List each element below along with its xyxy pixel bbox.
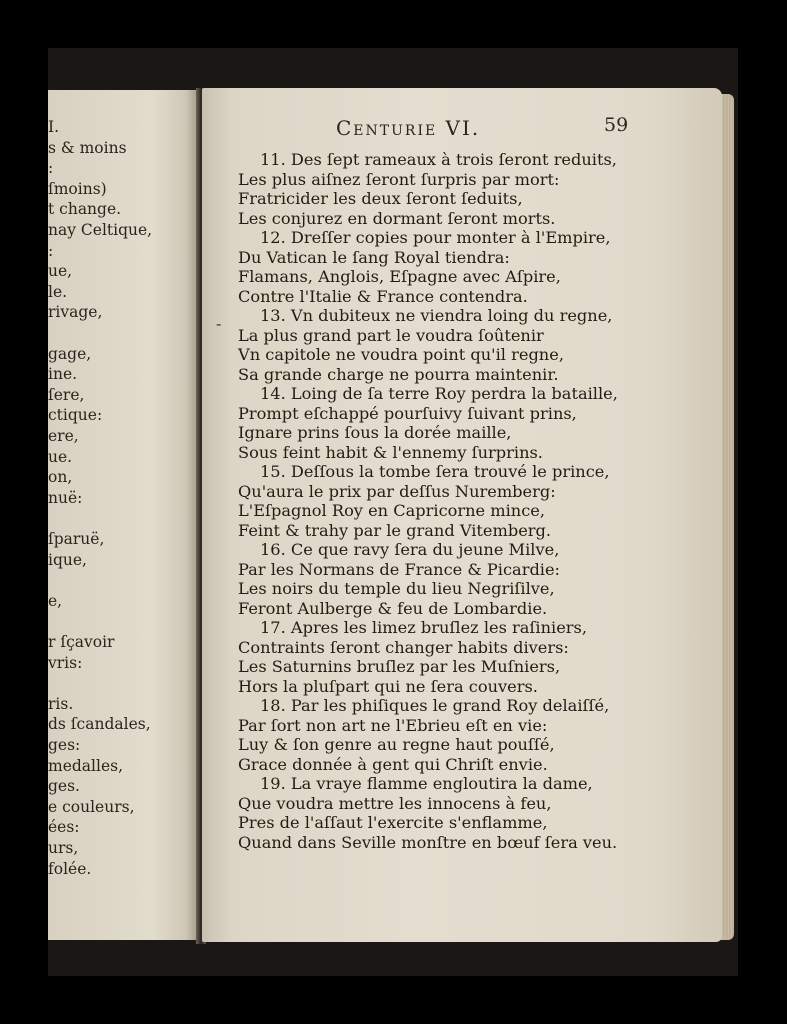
verse-first-line: 14. Loing de ſa terre Roy perdra la bataille,	[260, 384, 618, 403]
verse-line: Feront Aulberge & feu de Lombardie.	[238, 598, 548, 618]
book-photograph	[48, 48, 738, 976]
verse-first-line: 18. Par les phiſiques le grand Roy delaiſſé,	[260, 696, 610, 715]
verse-first-line: 11. Des ſept rameaux à trois ſeront reduits,	[260, 150, 617, 169]
verse-first-line: 16. Ce que ravy ſera du jeune Milve,	[260, 540, 560, 559]
left-page-line: e couleurs,	[48, 797, 135, 816]
left-page-line: ine.	[48, 365, 78, 384]
left-page-line: le.	[48, 282, 68, 301]
left-page-line: ue.	[48, 447, 73, 466]
verse-line: Contraints ſeront changer habits divers:	[238, 637, 569, 657]
verse-line: Ignare prins ſous la dorée maille,	[238, 423, 512, 442]
left-page-line: t change.	[48, 200, 122, 219]
left-page-line: r ſçavoir	[48, 633, 115, 651]
verse-line: Les noirs du temple du lieu Negriſilve,	[238, 579, 555, 598]
left-page-line: nuë:	[48, 488, 83, 507]
left-page-line: folée.	[48, 859, 92, 878]
verse-line: Feint & trahy par le grand Vitemberg.	[238, 520, 552, 540]
left-page-line: ges.	[48, 777, 80, 796]
left-page-line: ées:	[48, 818, 80, 837]
verse-first-line: 17. Apres les limez bruſlez les raſiniers,	[260, 618, 587, 637]
verse-line: Grace donnée à gent qui Chriſt envie.	[238, 754, 548, 774]
verse-first-line: 13. Vn dubiteux ne viendra loing du regne,	[260, 306, 613, 325]
verse-line: Prompt eſchappé pourſuivy ſuivant prins,	[238, 403, 577, 423]
left-page-line: ſmoins)	[48, 179, 107, 198]
verse-line: Qu'aura le prix par deſſus Nuremberg:	[238, 481, 556, 501]
verse-line: Les Saturnins bruſlez par les Muſniers,	[238, 657, 561, 676]
left-page-line: rivage,	[48, 303, 103, 322]
verse-line: Par ſort non art ne l'Ebrieu eſt en vie:	[238, 715, 548, 735]
left-page-line: gage,	[48, 344, 92, 363]
verse-line: Sa grande charge ne pourra maintenir.	[238, 364, 559, 384]
left-page-line: on,	[48, 468, 73, 487]
verse-line: Contre l'Italie & France contendra.	[238, 286, 528, 306]
left-page-line: :	[48, 159, 54, 178]
left-page	[48, 90, 198, 940]
verse-line: Les conjurez en dormant ſeront morts.	[238, 208, 556, 228]
left-page-line: medalles,	[48, 756, 124, 775]
left-page-line: s & moins	[48, 138, 127, 157]
left-page-line: e,	[48, 591, 63, 610]
left-page-line: ue,	[48, 262, 73, 281]
left-page-line: ctique:	[48, 406, 103, 425]
left-page-line: ſere,	[48, 385, 85, 404]
verse-line: Quand dans Seville monſtre en bœuf ſera veu.	[238, 832, 618, 852]
left-page-line: ds ſcandales,	[48, 715, 151, 734]
verse-line: Hors la pluſpart qui ne ſera couvers.	[238, 676, 538, 696]
verse-line: Fratricider les deux ſeront ſeduits,	[238, 189, 523, 208]
verse-first-line: 12. Dreſſer copies pour monter à l'Empire,	[260, 228, 611, 247]
verse-line: Pres de l'aſſaut l'exercite s'enflamme,	[238, 813, 548, 832]
left-page-line: nay Celtique,	[48, 221, 153, 239]
left-page-line: urs,	[48, 839, 79, 857]
right-page	[202, 88, 722, 942]
left-page-line: vris:	[48, 653, 83, 672]
left-page-line: I.	[48, 118, 60, 136]
verse-line: L'Eſpagnol Roy en Capricorne mince,	[238, 501, 546, 520]
left-page-line: ges:	[48, 736, 81, 754]
left-page-line: ere,	[48, 427, 79, 445]
verse-line: Flamans, Anglois, Eſpagne avec Aſpire,	[238, 267, 561, 286]
left-page-line: ris.	[48, 694, 74, 713]
verse-line: Les plus aiſnez ſeront ſurpris par mort:	[238, 169, 560, 189]
verse-line: Vn capitole ne voudra point qu'il regne,	[238, 345, 564, 364]
verse-line: Sous feint habit & l'ennemy ſurprins.	[238, 442, 543, 462]
left-page-line: ſparuë,	[48, 530, 105, 548]
page-header: Centurie VI.	[336, 116, 481, 140]
verse-line: La plus grand part le voudra ſoûtenir	[238, 325, 544, 345]
left-page-line: :	[48, 241, 54, 260]
page-number: 59	[604, 114, 629, 136]
verse-first-line: 15. Deſſous la tombe ſera trouvé le prince,	[260, 462, 610, 481]
verse-line: Du Vatican le ſang Royal tiendra:	[238, 247, 510, 267]
verse-line: Que voudra mettre les innocens à feu,	[238, 793, 552, 813]
verse-line: Luy & ſon genre au regne haut pouſſé,	[238, 735, 555, 754]
verse-first-line: 19. La vraye flamme engloutira la dame,	[260, 774, 593, 793]
margin-mark: -	[216, 314, 222, 333]
left-page-line: ique,	[48, 550, 87, 569]
verse-line: Par les Normans de France & Picardie:	[238, 559, 561, 579]
